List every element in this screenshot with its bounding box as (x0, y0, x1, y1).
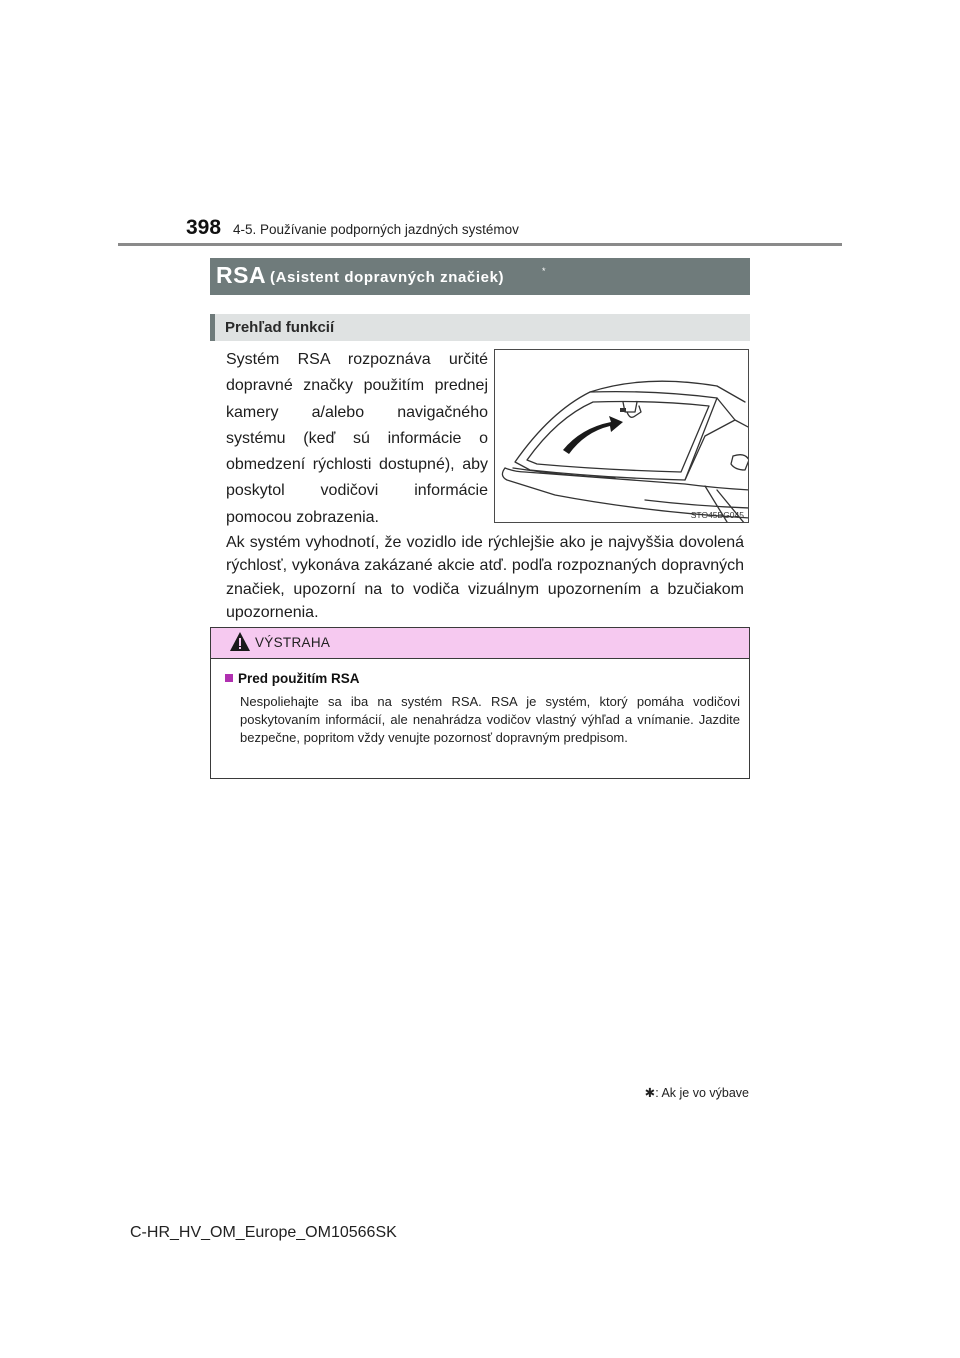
section-title: RSA (216, 262, 267, 288)
warning-triangle-icon (229, 631, 251, 653)
page-number: 398 (186, 216, 222, 239)
asterisk-icon: ✱ (644, 1086, 656, 1100)
footnote-text: : Ak je vo výbave (655, 1086, 749, 1100)
subsection-heading (210, 314, 750, 341)
header-rule (118, 243, 842, 246)
warning-header (211, 628, 749, 659)
intro-paragraph: Systém RSA rozpoznáva určité dopravné značky použitím prednej kamery a/alebo navigačného systému (keď sú informácie o obmedzení rýchlosti dostupné), aby poskytol vodičovi informácie pomocou zobrazenia. (226, 351, 488, 526)
warning-item-title-text: Pred použitím RSA (238, 671, 360, 686)
warning-item-title (225, 671, 360, 686)
subsection-title: Prehľad funkcií (225, 319, 335, 336)
footer-code: C-HR_HV_OM_Europe_OM10566SK (130, 1224, 397, 1241)
section-subtitle: (Asistent dopravných značiek) (270, 269, 505, 286)
section-asterisk: * (542, 266, 546, 276)
footnote (560, 1085, 749, 1100)
chapter-title: 4-5. Používanie podporných jazdných systémov (233, 222, 519, 237)
figure-code: STO45BG045 (690, 510, 744, 520)
section-heading (210, 258, 750, 295)
camera-arrow-icon (563, 416, 623, 454)
warning-label: VÝSTRAHA (255, 635, 331, 650)
car-windshield-illustration (495, 350, 749, 523)
bullet-square-icon (225, 674, 233, 682)
warning-box (210, 627, 750, 779)
warning-body: Nespoliehajte sa iba na systém RSA. RSA je systém, ktorý pomáha vodičovi poskytovaním informácií, ale nenahrádza vodičov vlastný výhľad a vnímanie. Jazdite bezpečne, popritom vždy venujte pozornosť dopravným predpisom. (240, 694, 740, 746)
body-paragraph: Ak systém vyhodnotí, že vozidlo ide rýchlejšie ako je najvyššia dovolená rýchlosť, vykonáva zakázané akcie atď. podľa rozpoznaných dopravných značiek, upozorní na to vodiča vizuálnym upozornením a bzučiakom upozornenia. (226, 534, 744, 622)
windshield-camera-figure (494, 349, 749, 523)
